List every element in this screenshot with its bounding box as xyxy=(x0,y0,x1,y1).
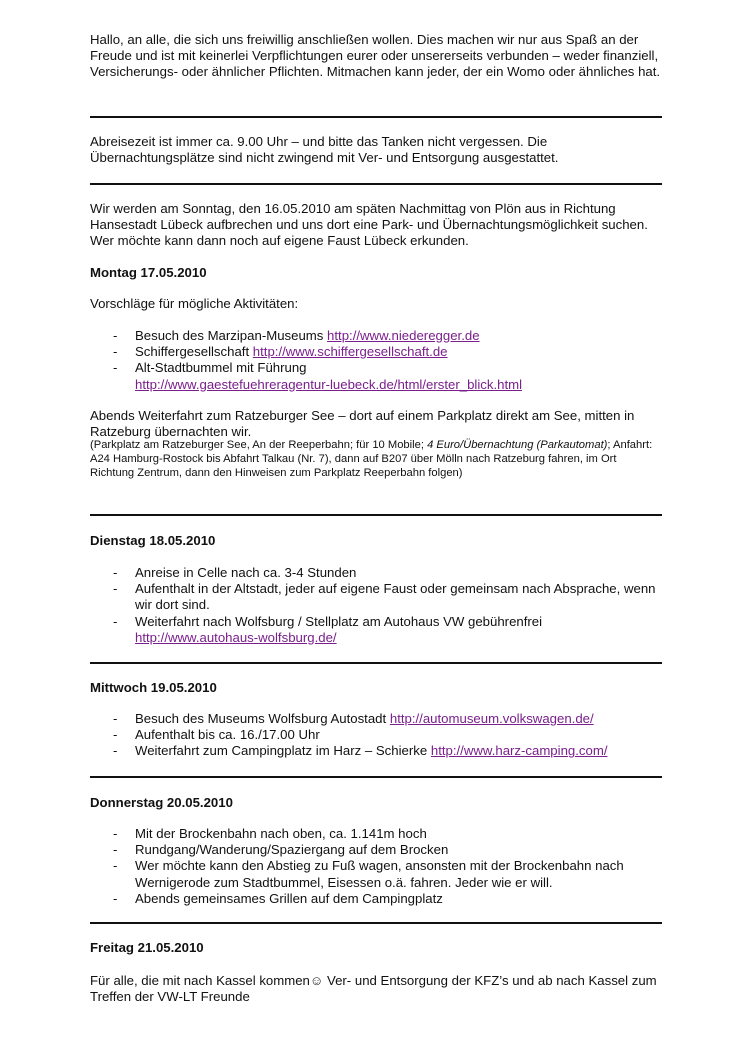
departure-paragraph: Abreisezeit ist immer ca. 9.00 Uhr – und bitte das Tanken nicht vergessen. Die Übernachtungsplätze sind nicht zwingend mit Ver- und Entsorgung ausgestattet. xyxy=(90,134,559,166)
stadtfuehrung-link[interactable]: http://www.gaestefuehreragentur-luebeck.de/html/erster_blick.html xyxy=(135,376,523,392)
tuesday-heading: Dienstag 18.05.2010 xyxy=(90,533,216,548)
divider xyxy=(90,183,662,185)
divider xyxy=(90,514,662,516)
wednesday-heading: Mittwoch 19.05.2010 xyxy=(90,680,217,695)
divider xyxy=(90,922,662,924)
list-item: - Aufenthalt in der Altstadt, jeder auf eigene Faust oder gemeinsam nach Absprache, wenn wir dort sind. xyxy=(113,581,656,613)
list-item: - Besuch des Marzipan-Museums http://www.niederegger.de xyxy=(113,328,480,343)
list-item: - Abends gemeinsames Grillen auf dem Campingplatz xyxy=(113,890,443,906)
list-item: - Aufenthalt bis ca. 16./17.00 Uhr xyxy=(113,727,320,743)
niederegger-link[interactable]: http://www.niederegger.de xyxy=(327,328,480,343)
list-item: - Schiffergesellschaft http://www.schiffergesellschaft.de xyxy=(113,344,448,360)
intro-paragraph: Hallo, an alle, die sich uns freiwillig anschließen wollen. Dies machen wir nur aus Spaß an der Freude und ist mit keinerlei Verpflichtungen eurer oder unsererseits verbunden – weder finanziell, Versicherungs- oder ähnlicher Pflichten. Mitmachen kann jeder, der ein Womo oder ähnliches hat. xyxy=(90,32,661,80)
divider xyxy=(90,662,662,664)
sunday-paragraph: Wir werden am Sonntag, den 16.05.2010 am späten Nachmittag von Plön aus in Richtung Hansestadt Lübeck aufbrechen und uns dort eine Park- und Übernachtungsmöglichkeit suchen. Wer möchte kann dann noch auf eigene Faust Lübeck erkunden. xyxy=(90,201,648,249)
thursday-heading: Donnerstag 20.05.2010 xyxy=(90,795,233,810)
list-item: - Wer möchte kann den Abstieg zu Fuß wagen, ansonsten mit der Brockenbahn nach Wernigerode zum Stadtbummel, Eisessen o.ä. fahren. Jeder wie er will. xyxy=(113,858,624,890)
monday-evening: Abends Weiterfahrt zum Ratzeburger See – dort auf einem Parkplatz direkt am See, mitten in Ratzeburg übernachten wir. xyxy=(90,408,635,440)
autohaus-link[interactable]: http://www.autohaus-wolfsburg.de/ xyxy=(135,629,337,645)
monday-parking-note: (Parkplatz am Ratzeburger See, An der Reeperbahn; für 10 Mobile; 4 Euro/Übernachtung (Parkautomat); Anfahrt: A24 Hamburg-Rostock bis Abfahrt Talkau (Nr. 7), dann auf B207 über Mölln nach Ratzeburg fahren, im Ort Richtung Zentrum, dann den Hinweisen zum Parkplatz Reeperbahn folgen) xyxy=(90,439,653,479)
list-item: - Rundgang/Wanderung/Spaziergang auf dem Brocken xyxy=(113,842,449,858)
list-item: - Mit der Brockenbahn nach oben, ca. 1.141m hoch xyxy=(113,826,427,841)
wednesday-list xyxy=(90,711,662,760)
friday-heading: Freitag 21.05.2010 xyxy=(90,940,204,955)
monday-suggestions: Vorschläge für mögliche Aktivitäten: xyxy=(90,296,299,311)
divider xyxy=(90,776,662,778)
list-item: - Weiterfahrt nach Wolfsburg / Stellplatz am Autohaus VW gebührenfrei http://www.autohaus-wolfsburg.de/ xyxy=(113,613,543,645)
divider xyxy=(90,116,662,118)
list-item: - Besuch des Museums Wolfsburg Autostadt http://automuseum.volkswagen.de/ xyxy=(113,711,594,726)
tuesday-list xyxy=(90,565,662,646)
harz-camping-link[interactable]: http://www.harz-camping.com/ xyxy=(430,743,608,759)
thursday-list xyxy=(90,826,662,907)
friday-paragraph: Für alle, die mit nach Kassel kommen☺ Ver- und Entsorgung der KFZ’s und ab nach Kassel zum Treffen der VW-LT Freunde xyxy=(90,973,657,1005)
monday-heading: Montag 17.05.2010 xyxy=(90,265,207,280)
list-item: - Alt-Stadtbummel mit Führung http://www.gaestefuehreragentur-luebeck.de/html/erster_blick.html xyxy=(113,360,523,392)
schiffergesellschaft-link[interactable]: http://www.schiffergesellschaft.de xyxy=(252,344,448,360)
automuseum-link[interactable]: http://automuseum.volkswagen.de/ xyxy=(389,711,594,726)
monday-list xyxy=(90,328,662,393)
list-item: - Anreise in Celle nach ca. 3-4 Stunden xyxy=(113,565,357,580)
list-item: - Weiterfahrt zum Campingplatz im Harz – Schierke http://www.harz-camping.com/ xyxy=(113,743,608,759)
